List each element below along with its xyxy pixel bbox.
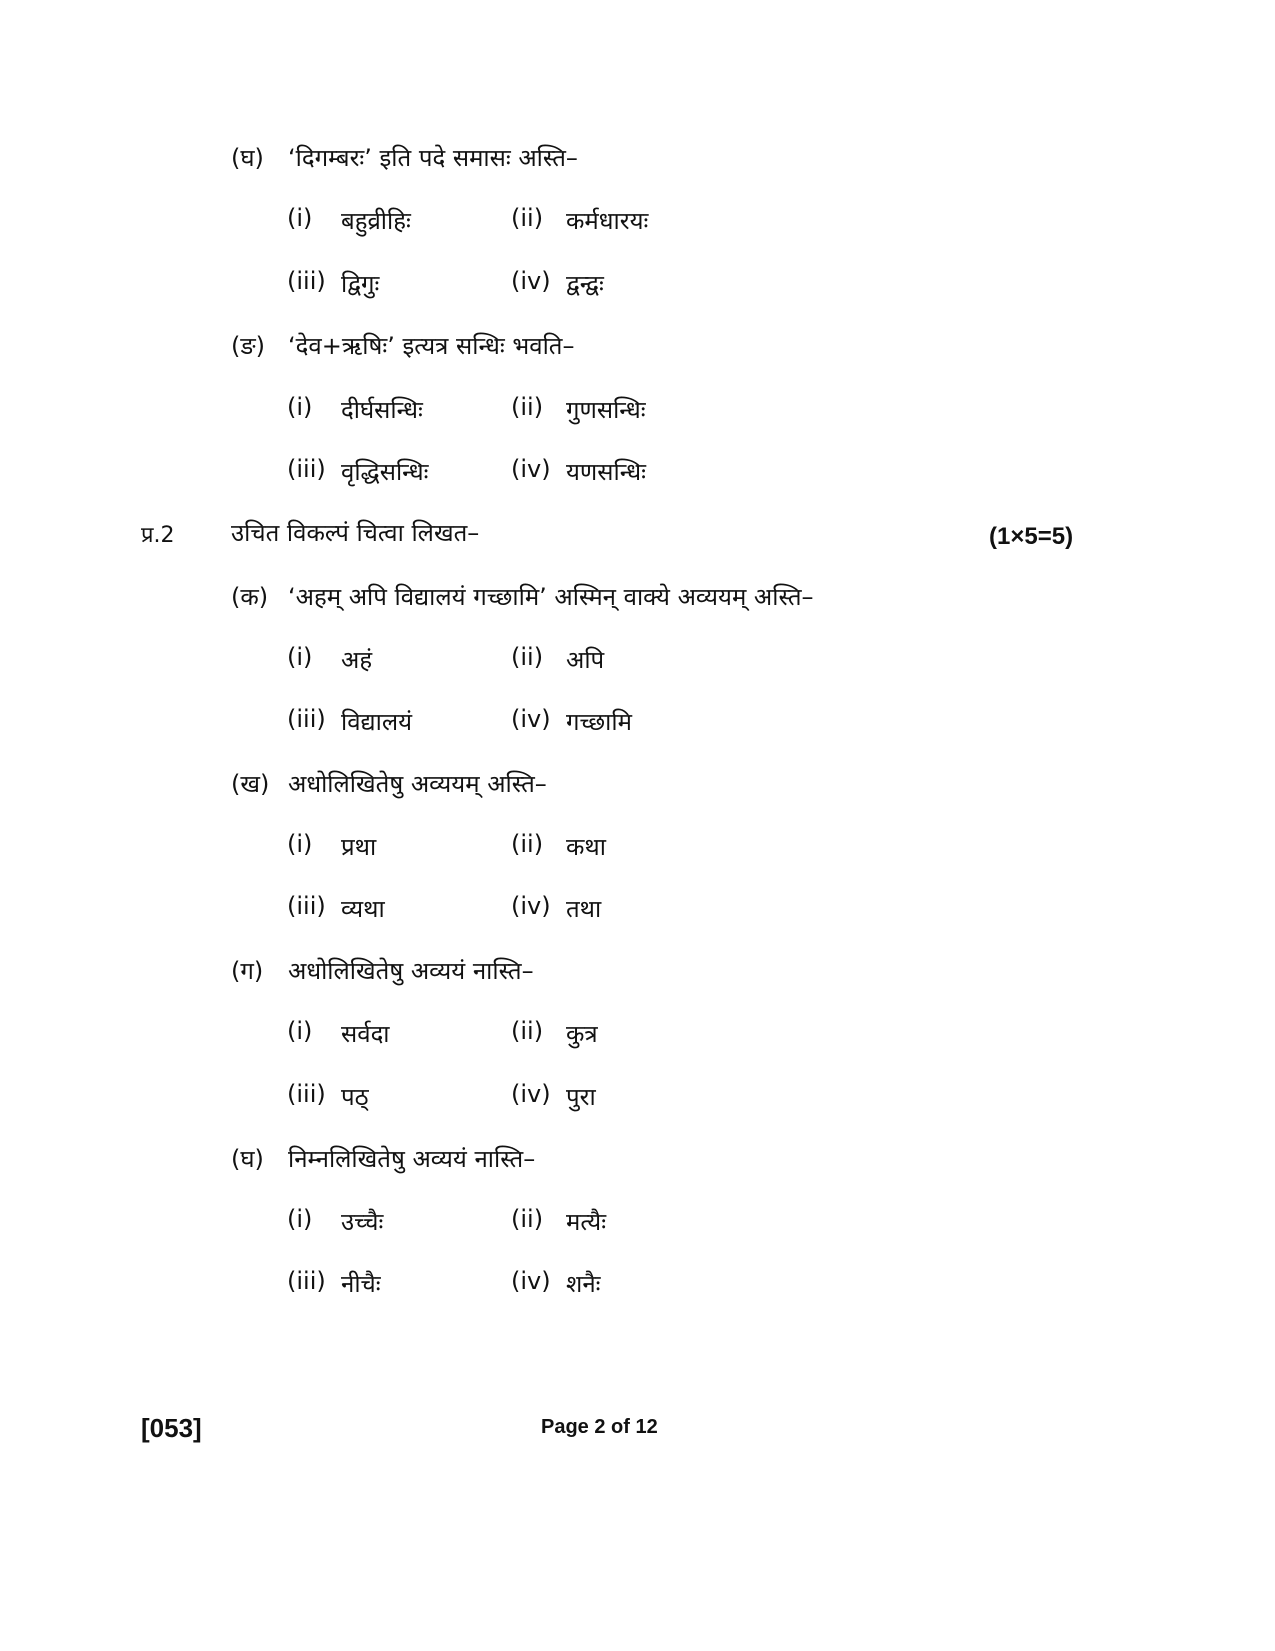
option-number: (i) — [287, 1017, 313, 1045]
option-text: गच्छामि — [566, 708, 632, 736]
option-number: (i) — [287, 1205, 313, 1233]
option-text: वृद्धिसन्धिः — [341, 458, 429, 486]
option-text: बहुव्रीहिः — [341, 207, 411, 235]
subquestion-text: ‘अहम् अपि विद्यालयं गच्छामि’ अस्मिन् वाक्ये अव्ययम् अस्ति– — [288, 583, 814, 611]
option-number: (ii) — [511, 204, 544, 232]
question-instruction: उचित विकल्पं चित्वा लिखत– — [231, 519, 480, 547]
subquestion-label: (घ) — [231, 1145, 264, 1173]
option-number: (iv) — [511, 1080, 551, 1108]
option-text: द्वन्द्वः — [566, 270, 604, 298]
option-number: (iii) — [287, 892, 326, 920]
option-number: (iv) — [511, 1267, 551, 1295]
option-text: शनैः — [566, 1270, 601, 1298]
option-number: (i) — [287, 393, 313, 421]
option-number: (iii) — [287, 455, 326, 483]
option-number: (i) — [287, 830, 313, 858]
subquestion-label: (ख) — [231, 770, 270, 798]
option-text: अपि — [566, 646, 605, 674]
marks-allocation: (1×5=5) — [989, 523, 1074, 550]
option-number: (ii) — [511, 393, 544, 421]
option-text: अहं — [341, 646, 373, 674]
option-text: यणसन्धिः — [566, 458, 646, 486]
paper-code: [053] — [141, 1413, 202, 1443]
option-number: (ii) — [511, 830, 544, 858]
option-text: गुणसन्धिः — [566, 396, 646, 424]
subquestion-text: ‘दिगम्बरः’ इति पदे समासः अस्ति– — [288, 144, 578, 172]
option-text: विद्यालयं — [341, 708, 413, 736]
option-number: (ii) — [511, 643, 544, 671]
subquestion-text: ‘देव+ऋषिः’ इत्यत्र सन्धिः भवति– — [288, 332, 575, 360]
option-number: (iii) — [287, 705, 326, 733]
option-number: (iii) — [287, 267, 326, 295]
option-number: (iv) — [511, 892, 551, 920]
option-text: उच्चैः — [341, 1208, 384, 1236]
option-text: प्रथा — [341, 833, 377, 861]
option-number: (ii) — [511, 1017, 544, 1045]
option-number: (iv) — [511, 705, 551, 733]
subquestion-label: (क) — [231, 583, 269, 611]
subquestion-text: निम्नलिखितेषु अव्ययं नास्ति– — [288, 1145, 536, 1173]
option-text: दीर्घसन्धिः — [341, 396, 423, 424]
option-text: पुरा — [566, 1083, 596, 1111]
option-number: (iii) — [287, 1267, 326, 1295]
option-text: सर्वदा — [341, 1020, 390, 1048]
option-number: (ii) — [511, 1205, 544, 1233]
option-number: (iv) — [511, 267, 551, 295]
option-text: नीचैः — [341, 1270, 381, 1298]
question-number: प्र.2 — [141, 523, 175, 548]
option-text: व्यथा — [341, 895, 385, 923]
subquestion-label: (घ) — [231, 144, 264, 172]
option-text: पठ् — [341, 1083, 369, 1111]
option-text: द्विगुः — [341, 270, 380, 298]
option-text: कथा — [566, 833, 606, 861]
option-number: (i) — [287, 204, 313, 232]
option-text: कुत्र — [566, 1020, 598, 1048]
option-text: मत्यैः — [566, 1208, 607, 1236]
option-text: तथा — [566, 895, 602, 923]
subquestion-text: अधोलिखितेषु अव्ययम् अस्ति– — [288, 770, 547, 798]
option-number: (i) — [287, 643, 313, 671]
option-text: कर्मधारयः — [566, 207, 649, 235]
subquestion-text: अधोलिखितेषु अव्ययं नास्ति– — [288, 957, 534, 985]
option-number: (iii) — [287, 1080, 326, 1108]
subquestion-label: (ग) — [231, 957, 264, 985]
page-number: Page 2 of 12 — [541, 1416, 658, 1438]
subquestion-label: (ङ) — [231, 332, 266, 360]
option-number: (iv) — [511, 455, 551, 483]
